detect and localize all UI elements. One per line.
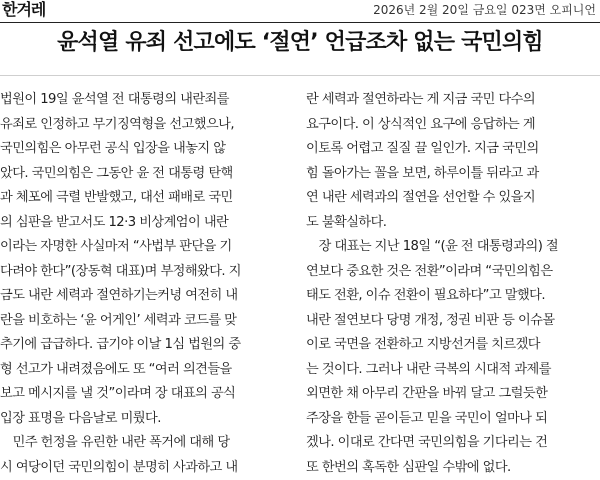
body-line: 연보다 중요한 것은 전환”이라며 “국민의힘은	[306, 260, 600, 285]
headline-divider	[0, 75, 600, 76]
body-line: 법원이 19일 윤석열 전 대통령의 내란죄를	[0, 88, 296, 113]
body-line: 장 대표는 지난 18일 “(윤 전 대통령과의) 절	[306, 235, 600, 260]
body-line: 겠나. 이대로 간다면 국민의힘을 기다리는 건	[306, 431, 600, 456]
body-line: 연 내란 세력과의 절연을 선언할 수 있을지	[306, 186, 600, 211]
body-line: 입장 표명을 다음날로 미뤘다.	[0, 407, 296, 432]
body-line: 시 여당이던 국민의힘이 분명히 사과하고 내	[0, 456, 296, 480]
body-line: 이라는 자명한 사실마저 “사법부 판단을 기	[0, 235, 296, 260]
body-line: 란 세력과 절연하라는 게 지금 국민 다수의	[306, 88, 600, 113]
issue-date-page: 2026년 2월 20일 금요일 023면 오피니언	[373, 2, 596, 18]
body-line: 이로 국면을 전환하고 지방선거를 치르겠다	[306, 333, 600, 358]
article-body-left-column	[0, 88, 296, 480]
body-line: 또 한번의 혹독한 심판일 수밖에 없다.	[306, 456, 600, 480]
editorial-headline: 윤석열 유죄 선고에도 ‘절연’ 언급조차 없는 국민의힘	[0, 26, 600, 60]
masthead	[0, 0, 600, 23]
body-line: 힘 돌아가는 꼴을 보면, 하루이틀 뒤라고 과	[306, 162, 600, 187]
body-line: 민주 헌정을 유린한 내란 폭거에 대해 당	[0, 431, 296, 456]
body-line: 과 체포에 극렬 반발했고, 대선 패배로 국민	[0, 186, 296, 211]
body-line: 았다. 국민의힘은 그동안 윤 전 대통령 탄핵	[0, 162, 296, 187]
body-line: 추기에 급급하다. 급기야 이날 1심 법원의 중	[0, 333, 296, 358]
body-line: 태도 전환, 이슈 전환이 필요하다”고 말했다.	[306, 284, 600, 309]
body-line: 금도 내란 세력과 절연하기는커녕 여전히 내	[0, 284, 296, 309]
body-line: 내란 절연보다 당명 개정, 정권 비판 등 이슈몰	[306, 309, 600, 334]
newspaper-logo: 한겨레	[2, 0, 45, 20]
body-line: 보고 메시지를 낼 것”이라며 장 대표의 공식	[0, 382, 296, 407]
body-line: 다려야 한다”(장동혁 대표)며 부정해왔다. 지	[0, 260, 296, 285]
body-line: 형 선고가 내려졌음에도 또 “여러 의견들을	[0, 358, 296, 383]
body-line: 란을 비호하는 ‘윤 어게인’ 세력과 코드를 맞	[0, 309, 296, 334]
body-line: 는 것이다. 그러나 내란 극복의 시대적 과제를	[306, 358, 600, 383]
body-line: 도 불확실하다.	[306, 211, 600, 236]
body-line: 의 심판을 받고서도 12·3 비상계엄이 내란	[0, 211, 296, 236]
body-line: 요구이다. 이 상식적인 요구에 응답하는 게	[306, 113, 600, 138]
body-line: 유죄로 인정하고 무기징역형을 선고했으나,	[0, 113, 296, 138]
body-line: 외면한 채 아무리 간판을 바꿔 달고 그럴듯한	[306, 382, 600, 407]
body-line: 이토록 어렵고 질질 끌 일인가. 지금 국민의	[306, 137, 600, 162]
article-body-right-column	[306, 88, 600, 480]
body-line: 주장을 한들 곧이듣고 믿을 국민이 얼마나 되	[306, 407, 600, 432]
body-line: 국민의힘은 아무런 공식 입장을 내놓지 않	[0, 137, 296, 162]
